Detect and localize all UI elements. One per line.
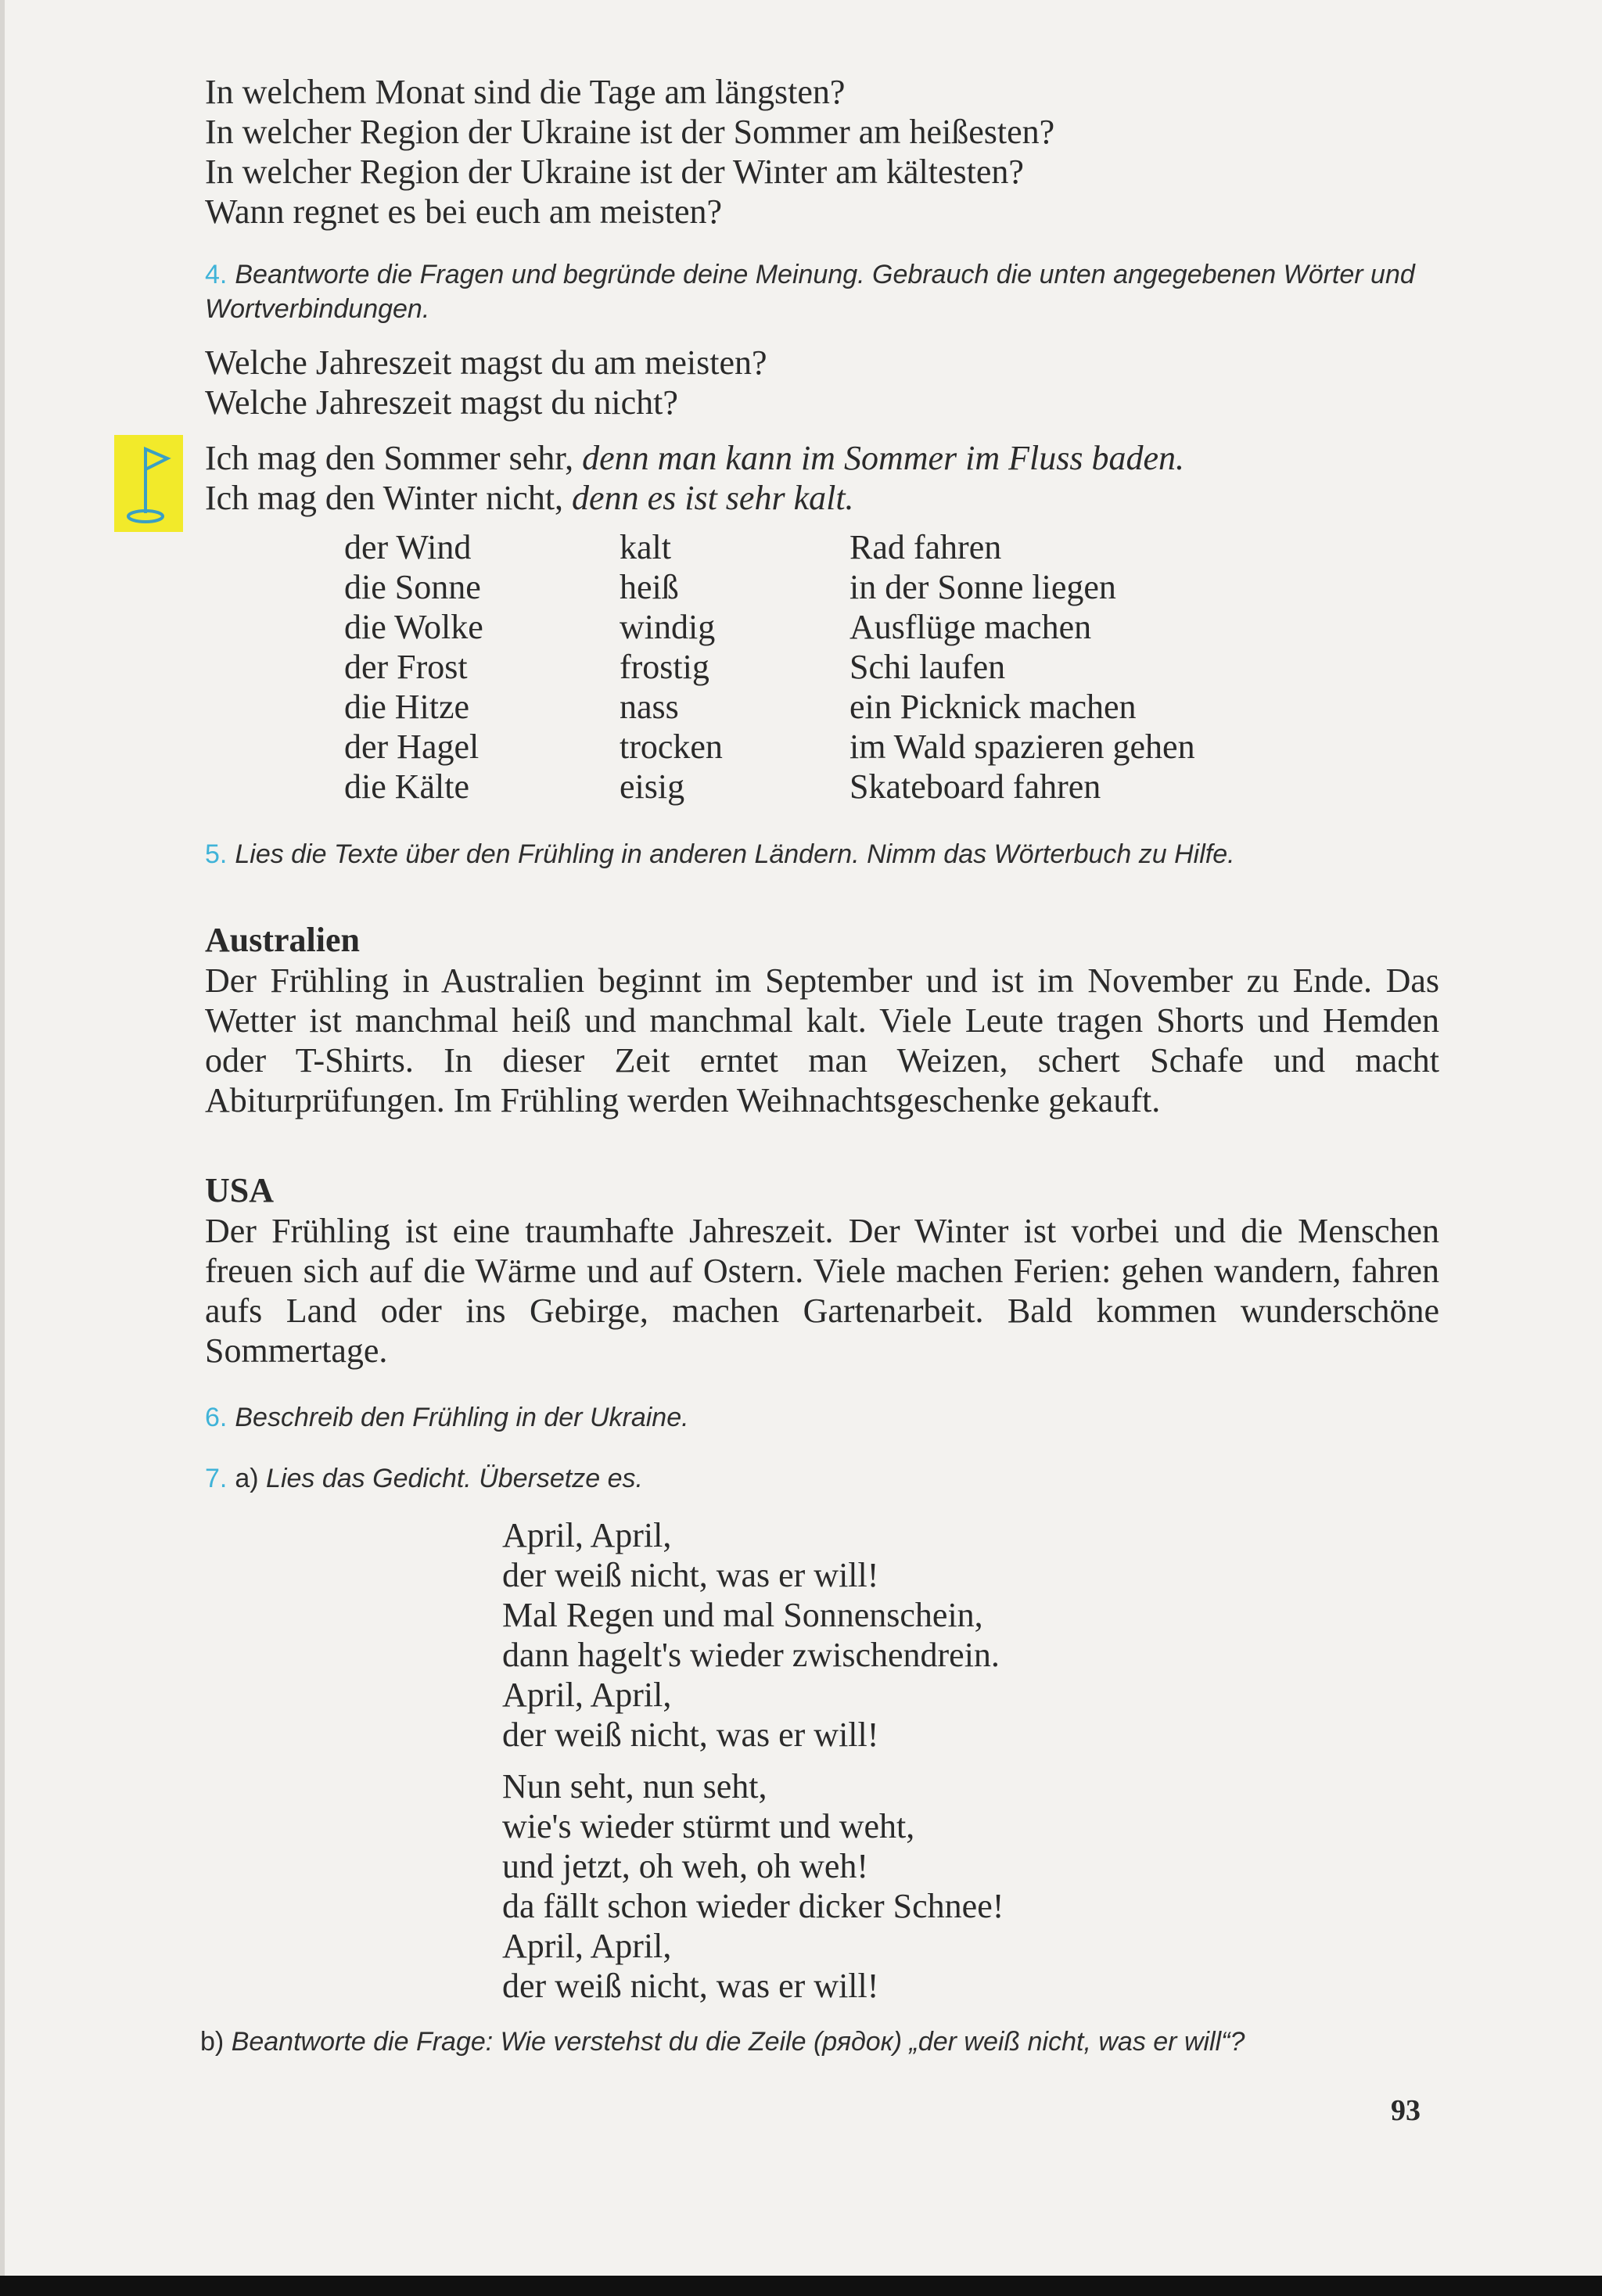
task-number: 5.	[205, 839, 228, 869]
subtask-label: a)	[235, 1464, 259, 1493]
poem-line: April, April,	[502, 1927, 672, 1965]
vocab-adjective: trocken	[620, 728, 723, 766]
question-line: Welche Jahreszeit magst du am meisten?	[205, 343, 767, 382]
example-line	[205, 478, 1439, 518]
page-edge	[0, 0, 5, 2296]
vocab-noun: der Hagel	[344, 728, 480, 766]
task-4-questions	[205, 343, 1439, 422]
question-line: Welche Jahreszeit magst du nicht?	[205, 383, 678, 422]
vocab-noun: die Hitze	[344, 688, 470, 726]
task-6-instruction	[205, 1400, 1439, 1435]
task-5-instruction	[205, 837, 1439, 871]
vocab-noun: der Wind	[344, 528, 472, 566]
task-number: 4.	[205, 260, 228, 289]
page-number: 93	[1391, 2094, 1421, 2127]
poem-line: April, April,	[502, 1516, 672, 1554]
vocab-activity: Skateboard fahren	[849, 767, 1101, 806]
example-italic: denn es ist sehr kalt.	[572, 479, 854, 517]
question-line: In welchem Monat sind die Tage am längsten?	[205, 73, 846, 111]
poem-line: Nun seht, nun seht,	[502, 1767, 767, 1806]
poem-line: April, April,	[502, 1676, 672, 1714]
vocab-activity: Ausflüge machen	[849, 608, 1092, 646]
vocab-activities-column	[849, 527, 1195, 807]
vocab-adjective: kalt	[620, 528, 671, 566]
task-4-instruction	[205, 257, 1439, 326]
vocab-adjective: frostig	[620, 648, 709, 686]
vocab-adjective: nass	[620, 688, 679, 726]
vocab-adjectives-column	[620, 527, 723, 807]
task-text: Lies das Gedicht. Übersetze es.	[266, 1464, 643, 1493]
vocab-activity: im Wald spazieren gehen	[849, 728, 1195, 766]
example-italic: denn man kann im Sommer im Fluss baden.	[582, 439, 1185, 477]
usa-text: Der Frühling ist eine traumhafte Jahreszeit. Der Winter ist vorbei und die Menschen freuen sich auf die Wärme und auf Ostern. Viele machen Ferien: gehen wandern, fahren aufs Land oder ins Gebirge, machen Gartenarbeit. Bald kommen wunderschöne Sommertage.	[205, 1212, 1439, 1370]
questions-top	[205, 72, 1439, 232]
poem-line: wie's wieder stürmt und weht,	[502, 1807, 915, 1845]
poem-line: der weiß nicht, was er will!	[502, 1716, 879, 1754]
usa-heading: USA	[205, 1171, 275, 1209]
example-flag-icon	[114, 435, 183, 532]
question-line: In welcher Region der Ukraine ist der Winter am kältesten?	[205, 153, 1024, 191]
task-text: Lies die Texte über den Frühling in anderen Ländern. Nimm das Wörterbuch zu Hilfe.	[235, 839, 1235, 869]
task-number: 6.	[205, 1403, 228, 1432]
australia-text: Der Frühling in Australien beginnt im September und ist im November zu Ende. Das Wetter ist manchmal heiß und manchmal kalt. Viele Leute tragen Shorts und Hemden oder T-Shirts. In dieser Zeit erntet man Weizen, schert Schafe und macht Abiturprüfungen. Im Frühling werden Weihnachtsgeschenke gekauft.	[205, 961, 1439, 1119]
task-7a-instruction	[205, 1461, 1439, 1496]
vocab-noun: die Wolke	[344, 608, 483, 646]
example-line	[205, 438, 1439, 478]
task-text: Beantworte die Frage: Wie verstehst du die Zeile (рядок) „der weiß nicht, was er will“?	[231, 2027, 1245, 2057]
vocab-activity: Schi laufen	[849, 648, 1006, 686]
poem-line: der weiß nicht, was er will!	[502, 1556, 879, 1594]
example-plain: Ich mag den Winter nicht,	[205, 479, 573, 517]
poem-line: dann hagelt's wieder zwischendrein.	[502, 1636, 1000, 1674]
vocab-activity: in der Sonne liegen	[849, 568, 1116, 606]
australia-heading: Australien	[205, 921, 360, 959]
vocab-noun: die Sonne	[344, 568, 481, 606]
vocab-noun: der Frost	[344, 648, 468, 686]
poem-line: Mal Regen und mal Sonnenschein,	[502, 1596, 983, 1634]
poem-line: da fällt schon wieder dicker Schnee!	[502, 1887, 1004, 1925]
poem-stanza-1	[502, 1515, 1000, 1755]
vocab-adjective: heiß	[620, 568, 679, 606]
subtask-label: b)	[200, 2027, 224, 2057]
example-plain: Ich mag den Sommer sehr,	[205, 439, 583, 477]
vocab-activity: ein Picknick machen	[849, 688, 1137, 726]
vocab-nouns-column	[344, 527, 483, 807]
scan-bottom-edge	[0, 2276, 1602, 2296]
task-number: 7.	[205, 1464, 228, 1493]
task-7b-instruction	[200, 2025, 1452, 2059]
question-line: In welcher Region der Ukraine ist der Sommer am heißesten?	[205, 113, 1055, 151]
task-text: Beantworte die Fragen und begründe deine Meinung. Gebrauch die unten angegebenen Wörter und Wortverbindungen.	[205, 260, 1415, 324]
example-sentences	[205, 438, 1439, 518]
question-line: Wann regnet es bei euch am meisten?	[205, 192, 723, 231]
poem-line: der weiß nicht, was er will!	[502, 1967, 879, 2005]
vocab-adjective: windig	[620, 608, 716, 646]
vocab-noun: die Kälte	[344, 767, 470, 806]
vocab-activity: Rad fahren	[849, 528, 1002, 566]
poem-line: und jetzt, oh weh, oh weh!	[502, 1847, 868, 1885]
poem-stanza-2	[502, 1766, 1004, 2006]
vocab-adjective: eisig	[620, 767, 685, 806]
task-text: Beschreib den Frühling in der Ukraine.	[235, 1403, 689, 1432]
